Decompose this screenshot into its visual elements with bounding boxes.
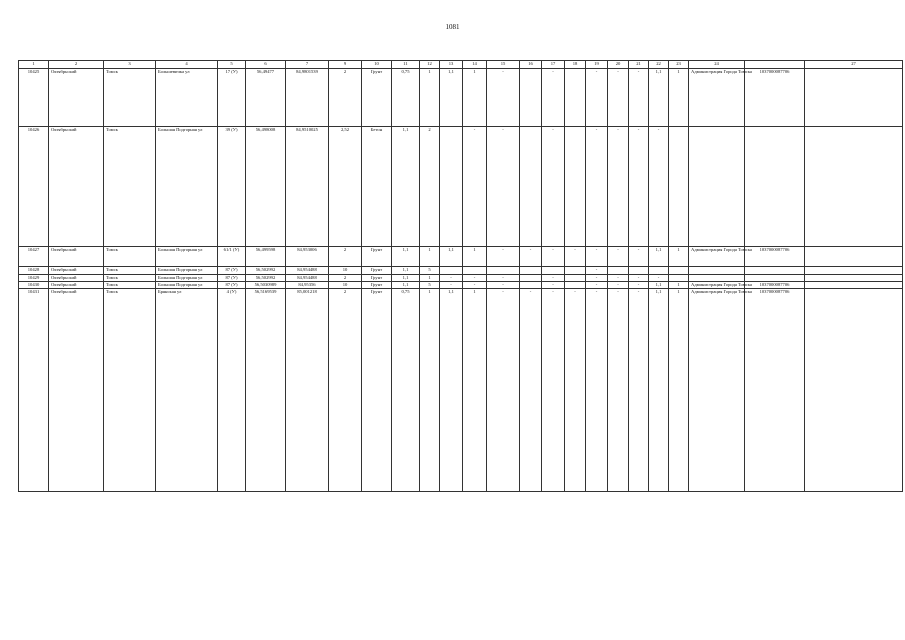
table-cell: 84,954488	[286, 274, 329, 281]
table-cell: Администрация Города Томска	[689, 289, 745, 492]
table-cell: -	[542, 281, 565, 288]
table-cell: 10429	[19, 274, 49, 281]
table-cell: -	[629, 274, 649, 281]
table-cell: -	[608, 274, 629, 281]
table-cell	[565, 126, 586, 247]
column-header: 6	[246, 61, 286, 69]
table-cell	[542, 267, 565, 274]
table-cell: Октябрьский	[49, 289, 104, 492]
table-cell	[629, 267, 649, 274]
table-cell: 87 (У)	[218, 281, 246, 288]
table-cell	[440, 126, 463, 247]
table-cell: 1,1	[392, 126, 420, 247]
table-cell: 2	[329, 69, 362, 127]
table-row	[19, 69, 903, 127]
table-cell: 10430	[19, 281, 49, 288]
table-cell	[520, 281, 542, 288]
table-cell: -	[629, 289, 649, 492]
table-cell: Большая Подгорная ул	[156, 267, 218, 274]
table-cell-spacer	[805, 126, 903, 247]
table-cell: Октябрьский	[49, 247, 104, 267]
table-cell: 1	[669, 289, 689, 492]
table-cell: Томск	[104, 126, 156, 247]
table-cell: 39 (У)	[218, 126, 246, 247]
table-cell: -	[608, 247, 629, 267]
table-cell: 84,954488	[286, 267, 329, 274]
table-cell: Октябрьский	[49, 267, 104, 274]
table-cell: Администрация Города Томска	[689, 247, 745, 267]
table-cell: 10	[329, 281, 362, 288]
table-cell: 1	[420, 289, 440, 492]
table-cell: Октябрьский	[49, 281, 104, 288]
column-header: 22	[649, 61, 669, 69]
table-cell: 84,9510025	[286, 126, 329, 247]
column-header: 12	[420, 61, 440, 69]
table-cell	[689, 274, 745, 281]
table-cell: 1,1	[440, 69, 463, 127]
table-cell: Администрация Города Томска	[689, 69, 745, 127]
table-cell: -	[542, 69, 565, 127]
table-cell	[745, 274, 805, 281]
table-cell: Брянская ул	[156, 289, 218, 492]
table-cell: -	[586, 69, 608, 127]
table-cell: Томск	[104, 289, 156, 492]
table-cell: 5	[420, 267, 440, 274]
table-cell: 1	[420, 69, 440, 127]
table-cell: -	[463, 126, 487, 247]
column-header: 24	[689, 61, 745, 69]
table-cell: 4 (У)	[218, 289, 246, 492]
table-cell: 10425	[19, 69, 49, 127]
table-cell	[689, 126, 745, 247]
table-cell	[440, 267, 463, 274]
table-cell: 1,1	[649, 69, 669, 127]
table-cell: 1,1	[392, 267, 420, 274]
column-header: 9	[329, 61, 362, 69]
table-cell: 1037000087706	[745, 247, 805, 267]
table-cell: 56,502992	[246, 274, 286, 281]
table-cell: Большая Подгорная ул	[156, 281, 218, 288]
table-cell: Томск	[104, 274, 156, 281]
table-cell: 84,953006	[286, 247, 329, 267]
table-cell: 10431	[19, 289, 49, 492]
table-cell: 56,498008	[246, 126, 286, 247]
table-cell	[669, 267, 689, 274]
table-cell: 0,75	[392, 289, 420, 492]
table-cell: 10	[329, 267, 362, 274]
table-cell: Октябрьский	[49, 126, 104, 247]
table-cell: -	[649, 126, 669, 247]
table-cell: -	[487, 69, 520, 127]
column-header-spacer	[745, 61, 805, 69]
table-cell: 1,1	[392, 274, 420, 281]
table-row	[19, 289, 903, 492]
column-header: 23	[669, 61, 689, 69]
table-cell: Большевичка ул	[156, 69, 218, 127]
column-header: 3	[104, 61, 156, 69]
column-header: 14	[463, 61, 487, 69]
table-cell	[649, 267, 669, 274]
table-cell: 1,1	[392, 247, 420, 267]
table-cell: Большая Подгорная ул	[156, 274, 218, 281]
table-cell: -	[629, 281, 649, 288]
table-cell: 1,1	[649, 247, 669, 267]
table-cell	[565, 267, 586, 274]
table-cell: 56,499598	[246, 247, 286, 267]
table-cell: 1	[463, 69, 487, 127]
table-row	[19, 267, 903, 274]
table-cell: Грунт	[362, 274, 392, 281]
column-header: 7	[286, 61, 329, 69]
table-cell: -	[487, 247, 520, 267]
table-cell: -	[629, 69, 649, 127]
table-cell: -	[487, 274, 520, 281]
table-cell: Грунт	[362, 289, 392, 492]
table-cell-spacer	[805, 289, 903, 492]
table-cell	[608, 267, 629, 274]
table-cell: -	[487, 281, 520, 288]
column-header: 13	[440, 61, 463, 69]
column-header: 4	[156, 61, 218, 69]
table-cell: -	[586, 274, 608, 281]
column-header: 27	[805, 61, 903, 69]
table-cell: 1	[463, 247, 487, 267]
table-cell: 1,1	[649, 281, 669, 288]
table-cell: Томск	[104, 247, 156, 267]
table-cell: 1	[420, 247, 440, 267]
table-row	[19, 247, 903, 267]
page-number: 1081	[445, 23, 460, 31]
table-row	[19, 274, 903, 281]
table-cell: Томск	[104, 69, 156, 127]
table-cell: 56,5169539	[246, 289, 286, 492]
column-header: 16	[520, 61, 542, 69]
table-cell	[565, 69, 586, 127]
table-cell: -	[608, 126, 629, 247]
table-cell: 1	[669, 247, 689, 267]
column-header: 1	[19, 61, 49, 69]
table-cell: 1	[669, 281, 689, 288]
column-header: 11	[392, 61, 420, 69]
table-cell-spacer	[805, 247, 903, 267]
table-cell	[745, 126, 805, 247]
table-cell: 10426	[19, 126, 49, 247]
table-cell	[520, 126, 542, 247]
table-cell: -	[608, 289, 629, 492]
table-cell: -	[440, 274, 463, 281]
table-cell: 61/1 (У)	[218, 247, 246, 267]
table-cell	[669, 274, 689, 281]
table-cell: 1,1	[440, 289, 463, 492]
table-cell: 2	[329, 247, 362, 267]
column-header: 15	[487, 61, 520, 69]
table-cell	[487, 267, 520, 274]
table-row	[19, 281, 903, 288]
table-cell: 2	[329, 289, 362, 492]
table-cell: -	[520, 247, 542, 267]
table-cell: 1	[463, 289, 487, 492]
table-cell: 56,49477	[246, 69, 286, 127]
table-cell: -	[463, 281, 487, 288]
table-cell: 5	[420, 281, 440, 288]
table-cell: 2	[329, 274, 362, 281]
column-header: 10	[362, 61, 392, 69]
table-cell: -	[440, 281, 463, 288]
table-cell: 17 (У)	[218, 69, 246, 127]
header-row	[19, 61, 903, 69]
table-cell	[463, 267, 487, 274]
table-cell	[745, 267, 805, 274]
table-cell: Грунт	[362, 267, 392, 274]
table-cell: -	[520, 289, 542, 492]
table-cell: 1,1	[440, 247, 463, 267]
table-cell: -	[629, 126, 649, 247]
table-cell: -	[542, 289, 565, 492]
column-header: 18	[565, 61, 586, 69]
table-cell: Томск	[104, 267, 156, 274]
table-cell: 84,95356	[286, 281, 329, 288]
table-cell	[565, 274, 586, 281]
table-cell: 2,52	[329, 126, 362, 247]
table-row	[19, 126, 903, 247]
table-cell: -	[608, 281, 629, 288]
table-cell: 1	[420, 274, 440, 281]
table-cell-spacer	[805, 274, 903, 281]
column-header: 21	[629, 61, 649, 69]
table-cell: -	[487, 126, 520, 247]
table-cell: -	[586, 267, 608, 274]
table-cell: -	[608, 69, 629, 127]
table-cell: -	[629, 247, 649, 267]
table-cell: -	[542, 126, 565, 247]
column-header: 17	[542, 61, 565, 69]
registry-table	[18, 60, 903, 492]
table-cell: -	[487, 289, 520, 492]
table-cell: Октябрьский	[49, 69, 104, 127]
table-cell	[520, 69, 542, 127]
table-cell: Большая Подгорная ул	[156, 126, 218, 247]
table-cell	[565, 281, 586, 288]
table-cell	[520, 267, 542, 274]
table-cell: -	[586, 126, 608, 247]
table-cell: 84,9801539	[286, 69, 329, 127]
table-cell: -	[565, 247, 586, 267]
table-cell-spacer	[805, 69, 903, 127]
table-cell: -	[649, 274, 669, 281]
table-cell: 2	[420, 126, 440, 247]
table-cell: -	[586, 247, 608, 267]
table-cell: 1037000087706	[745, 289, 805, 492]
table-cell: 56,502992	[246, 267, 286, 274]
table-cell: 1,1	[392, 281, 420, 288]
table-cell: Грунт	[362, 247, 392, 267]
column-header: 5	[218, 61, 246, 69]
table-cell-spacer	[805, 281, 903, 288]
table-cell	[520, 274, 542, 281]
column-header: 19	[586, 61, 608, 69]
table-cell: 1037000087706	[745, 69, 805, 127]
table-cell: 0,75	[392, 69, 420, 127]
column-header: 20	[608, 61, 629, 69]
table-cell-spacer	[805, 267, 903, 274]
table-cell: 87 (У)	[218, 274, 246, 281]
table-cell: Администрация Города Томска	[689, 281, 745, 288]
table-cell: Грунт	[362, 281, 392, 288]
table-cell: Большая Подгорная ул	[156, 247, 218, 267]
table-cell: Октябрьский	[49, 274, 104, 281]
table-cell: 1,1	[649, 289, 669, 492]
table-cell: 10427	[19, 247, 49, 267]
table-cell: Бетон	[362, 126, 392, 247]
table-cell: -	[463, 274, 487, 281]
table-cell: 87 (У)	[218, 267, 246, 274]
table-cell: Грунт	[362, 69, 392, 127]
table-cell: 10428	[19, 267, 49, 274]
table-cell: -	[542, 274, 565, 281]
table-cell: 1037000087706	[745, 281, 805, 288]
table-cell	[689, 267, 745, 274]
table-cell	[669, 126, 689, 247]
column-header: 2	[49, 61, 104, 69]
table-cell: -	[565, 289, 586, 492]
table-cell: Томск	[104, 281, 156, 288]
table-cell: -	[542, 247, 565, 267]
table-cell: -	[586, 281, 608, 288]
table-cell: 85,001218	[286, 289, 329, 492]
table-cell: 56,5030989	[246, 281, 286, 288]
table-cell: -	[586, 289, 608, 492]
table-cell: 1	[669, 69, 689, 127]
